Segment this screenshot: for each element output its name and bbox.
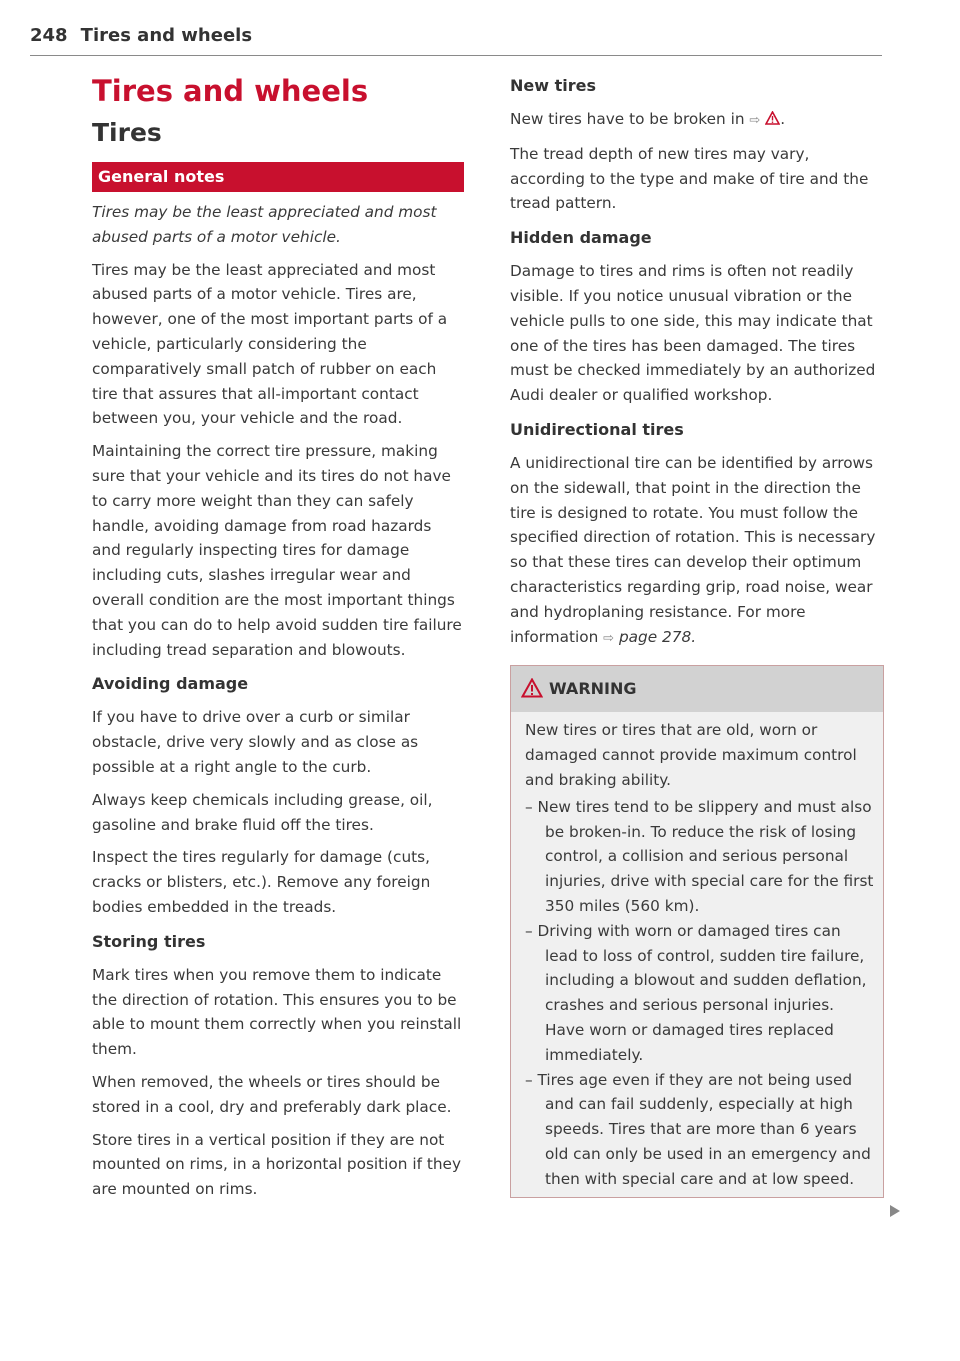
avoiding-damage-heading: Avoiding damage [92, 674, 249, 694]
reference-arrow-icon: ⇨ [749, 113, 761, 128]
warning-bullet: – Tires age even if they are not being used and can fail suddenly, especially at high speeds. Tires that are more than 6 years old can only be used in an emergency and then with special care and at low speed. [525, 1070, 871, 1188]
intro-text: Tires may be the least appreciated and most abused parts of a motor vehicle. [92, 203, 437, 246]
new-tires-paragraph-1: New tires have to be broken in ⇨ . [510, 107, 882, 134]
unidirectional-paragraph [510, 451, 882, 651]
storing-paragraph-3: Store tires in a vertical position if they are not mounted on rims, in a horizontal position if they are mounted on rims. [92, 1130, 461, 1199]
page-header [30, 25, 882, 56]
unidirectional-text: A unidirectional tire can be identified by arrows on the sidewall, that point in the direction the tire is designed to rotate. You must follow the specified direction of rotation. This is necessary so that these tires can develop their optimum characteristics regarding grip, road noise, wear and hydroplaning resistance. For more information [510, 453, 876, 646]
chapter-title: Tires and wheels [80, 25, 253, 46]
avoiding-paragraph-3: Inspect the tires regularly for damage (cuts, cracks or blisters, etc.). Remove any foreign bodies embedded in the treads. [92, 848, 431, 916]
new-tires-text: New tires have to be broken in [510, 110, 745, 128]
warning-list [525, 795, 875, 1192]
avoiding-paragraph-2: Always keep chemicals including grease, oil, gasoline and brake fluid off the tires. [92, 790, 433, 834]
new-tires-heading: New tires [510, 76, 596, 95]
storing-paragraph-2: When removed, the wheels or tires should be stored in a cool, dry and preferably dark place. [92, 1072, 452, 1116]
hidden-damage-heading: Hidden damage [510, 228, 652, 248]
warning-bullet: – Driving with worn or damaged tires can lead to loss of control, sudden tire failure, including a blowout and sudden deflation, crashes and serious personal injuries. Have worn or damaged tires replaced immediately. [525, 921, 867, 1064]
right-column [510, 72, 882, 1198]
warning-bullet: – New tires tend to be slippery and must also be broken-in. To reduce the risk of losing control, a collision and serious personal injuries, drive with special care for the first 350 miles (560 km). [525, 797, 874, 915]
general-paragraph-2: Maintaining the correct tire pressure, making sure that your vehicle and its tires do not have to carry more weight than they can safely handle, avoiding damage from road hazards and regularly inspecting tires for damage including cuts, slashes irregular wear and overall condition are the most important things that you can do to help avoid sudden tire failure including tread separation and blowouts. [92, 442, 462, 659]
storing-tires-heading: Storing tires [92, 931, 206, 951]
section-title: Tires [92, 118, 162, 147]
warning-triangle-icon [521, 679, 549, 698]
warning-intro: New tires or tires that are old, worn or damaged cannot provide maximum control and braking ability. [525, 721, 857, 789]
avoiding-paragraph-1: If you have to drive over a curb or similar obstacle, drive very slowly and as close as possible at a right angle to the curb. [92, 708, 419, 776]
new-tires-paragraph-2: The tread depth of new tires may vary, according to the type and make of tire and the tread pattern. [510, 144, 869, 213]
storing-paragraph-1: Mark tires when you remove them to indicate the direction of rotation. This ensures you to be able to mount them correctly when you reinstall them. [92, 965, 462, 1059]
warning-triangle-icon [765, 108, 780, 133]
warning-body [511, 712, 883, 1197]
general-paragraph-1: Tires may be the least appreciated and most abused parts of a motor vehicle. Tires are, however, one of the most important parts of a vehicle, particularly considering the comparatively small patch of rubber on each tire that assures that all-important contact between you, your vehicle and the road. [92, 260, 448, 428]
warning-header [511, 666, 883, 712]
warning-box [510, 665, 884, 1198]
hidden-damage-paragraph: Damage to tires and rims is often not readily visible. If you notice unusual vibration or the vehicle pulls to one side, this may indicate that one of the tires has been damaged. The tires must be checked immediately by an authorized Audi dealer or qualified workshop. [510, 262, 876, 405]
reference-arrow-icon: ⇨ [603, 630, 615, 646]
unidirectional-tires-heading: Unidirectional tires [510, 419, 684, 439]
continue-arrow-icon [890, 1205, 900, 1217]
general-notes-band: General notes [92, 162, 464, 192]
warning-title: WARNING [549, 679, 637, 699]
page-number: 248 [30, 25, 68, 46]
left-column [92, 72, 464, 1210]
page-title: Tires and wheels [92, 74, 369, 108]
page-reference-link[interactable]: page 278. [618, 627, 697, 646]
